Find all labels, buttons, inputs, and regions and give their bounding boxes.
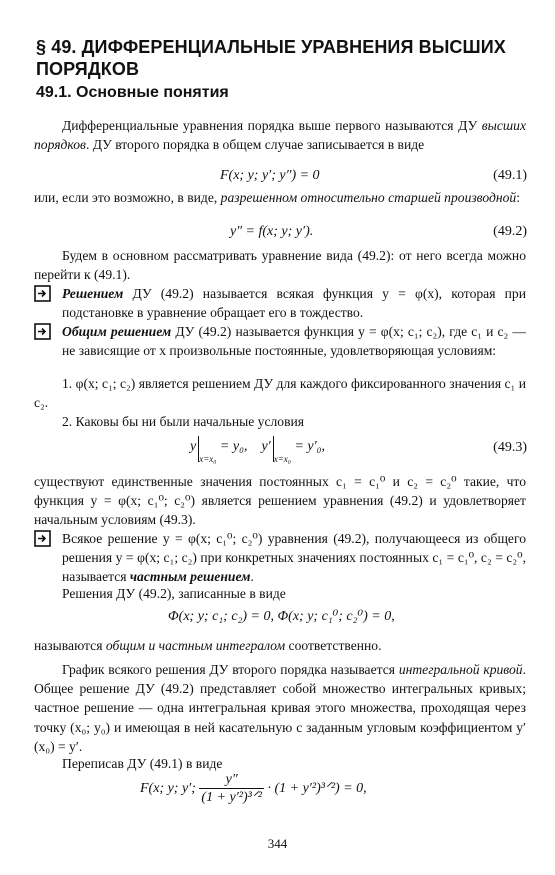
text: соответственно. — [285, 638, 382, 653]
eq5-suffix: · (1 + y′²)³ᐟ²) = 0, — [267, 781, 367, 797]
eq3-left-sub: x=x₀ — [199, 454, 217, 464]
eq3-right-sub: x=x₀ — [273, 454, 291, 464]
condition-1: 1. φ(x; c₁; c₂) является решением ДУ для каждого фиксированного значения c₁ и c₂. — [34, 376, 526, 411]
text: График всякого решения ДУ второго порядка называется — [62, 662, 399, 677]
term-solution: Решением — [62, 286, 124, 301]
text: . Общее решение ДУ (49.2) представляет собой множество интегральных кривых; частное решение — одна интегральная кривая этого множества, проходящая через точку (x₀; y₀) и имеющая в ней касательную с заданным угловым коэффициентом y′(x₀) = y′. — [34, 662, 527, 754]
eq3-left-rhs: = y₀, — [216, 439, 248, 454]
text: . ДУ второго порядка в общем случае записывается в виде — [85, 137, 425, 153]
eq5-prefix: F(x; y; y′; — [140, 781, 196, 797]
term-general-solution: Общим решением — [62, 324, 172, 339]
term-higher-order: высших порядков — [34, 118, 526, 153]
eq3-left: y — [190, 436, 199, 462]
equation-49-1: F(x; y; y′; y″) = 0 — [220, 168, 320, 183]
equation-rewritten — [140, 772, 367, 806]
term-particular-solution: частным решением — [129, 569, 251, 585]
eq5-denominator: (1 + y′²)³ᐟ² — [201, 790, 262, 805]
term-resolved: разрешенном относительно старшей производной — [220, 190, 517, 205]
text: : — [516, 190, 521, 205]
paragraph-integral-curve — [34, 660, 526, 756]
equation-number: (49.2) — [493, 224, 527, 239]
paragraph-intro — [34, 116, 526, 154]
definition-marker-icon — [34, 530, 51, 547]
paragraph-integrals — [34, 636, 526, 655]
equation-49-2: y″ = f(x; y; y′). — [230, 224, 314, 239]
paragraph-rewrite: Переписав ДУ (49.1) в виде — [62, 756, 223, 771]
definition-marker-icon — [34, 323, 51, 340]
subsection-title: 49.1. Основные понятия — [36, 84, 229, 101]
paragraph-written: Решения ДУ (49.2), записанные в виде — [62, 586, 286, 601]
equation-49-3 — [190, 436, 325, 464]
eq5-numerator: y″ — [199, 772, 264, 789]
paragraph-resolved — [34, 188, 526, 207]
text: ДУ (49.2) называется функция y = φ(x; c₁; c₂), где c₁ и c₂ — не зависящие от x произвольные постоянные, удовлетворяющая условиям: — [62, 324, 526, 359]
paragraph-unique: существуют единственные значения постоянных c₁ = c₁⁰ и c₂ = c₂⁰ такие, что функция y = φ(x; c₁⁰; c₂⁰) является решением уравнения (49.2) и удовлетворяет начальным условиям (49.3). — [34, 474, 526, 528]
definition-particular-solution — [62, 529, 526, 587]
eq3-right: y′ — [261, 436, 273, 462]
eq3-right-rhs: = y′₀, — [290, 439, 326, 454]
definition-solution — [62, 284, 526, 322]
text: . — [250, 569, 254, 585]
equation-integrals: Φ(x; y; c₁; c₂) = 0, Φ(x; y; c₁⁰; c₂⁰) = 0, — [168, 609, 395, 624]
text: Всякое решение y = φ(x; c₁⁰; c₂⁰) уравнения (49.2), получающееся из общего решения y = φ(x; c₁; c₂) при конкретных значениях постоянных c₁ = c₁⁰, c₂ = c₂⁰, называется — [62, 531, 526, 585]
page-number: 344 — [267, 836, 288, 851]
term-integral: общим и частным интегралом — [105, 638, 286, 653]
section-title: § 49. ДИФФЕРЕНЦИАЛЬНЫЕ УРАВНЕНИЯ ВЫСШИХ ПОРЯДКОВ — [36, 37, 506, 79]
condition-2: 2. Каковы бы ни были начальные условия — [62, 414, 305, 429]
eq5-fraction — [199, 772, 264, 806]
equation-number: (49.1) — [493, 168, 527, 183]
equation-number: (49.3) — [493, 440, 527, 455]
text: ДУ (49.2) называется всякая функция y = φ(x), которая при подстановке в уравнение обращает его в тождество. — [62, 286, 526, 321]
paragraph-consider: Будем в основном рассматривать уравнение вида (49.2): от него всегда можно перейти к (49.1). — [34, 248, 526, 283]
definition-general-solution — [62, 322, 526, 360]
definition-marker-icon — [34, 285, 51, 302]
text: или, если это возможно, в виде, — [34, 190, 221, 205]
text: Дифференциальные уравнения порядка выше первого называются ДУ — [62, 118, 482, 133]
term-integral-curve: интегральной кривой — [398, 662, 523, 677]
text: называются — [34, 638, 106, 653]
